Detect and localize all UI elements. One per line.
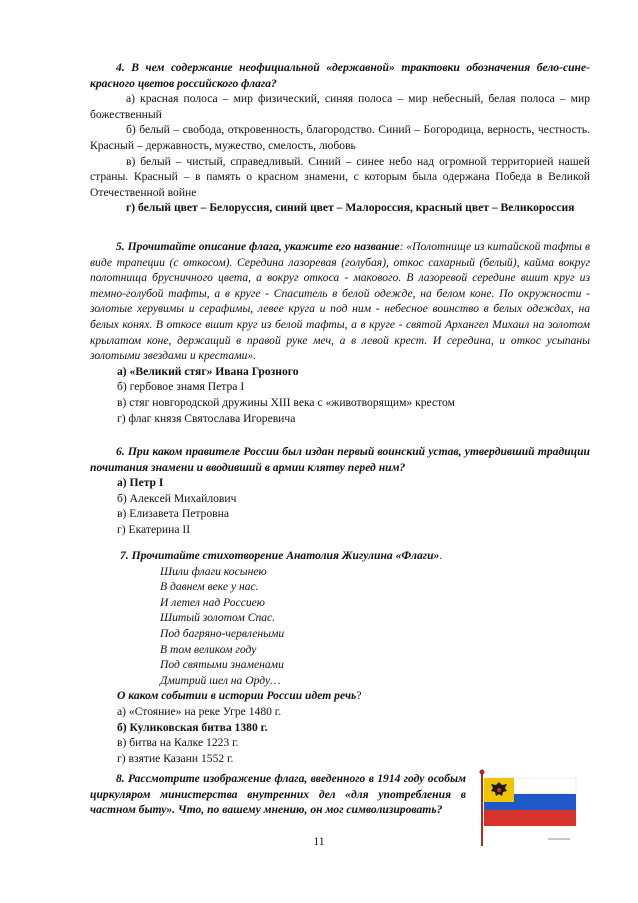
poem-line: В давнем веке у нас. [160,580,259,594]
question-6-option-d: г) Екатерина II [117,522,191,536]
poem-line: Шитый золотом Спас. [160,611,276,625]
question-7 [90,548,590,766]
question-7-prompt-end: . [439,549,443,562]
question-5-description: : «Полотнище из китайской тафты в виде трапеции (с откосом). Середина лазоревая (голубая), откос сахарный (белый), кайма вокруг полотнища брусничного цвета, а вокруг откоса - макового. В лазоревой середине вшит круг из темно-голубой тафты, а в круге - Спаситель в белой одежде, на белом коне. По окружности - золотые херувимы и серафимы, левее круга и под ним - небесное воинство в белых одеждах, на белых конях. В откосе вшит круг из белой тафты, а в круге - святой Архангел Михаил на золотом крылатом коне, держащий в правой руке меч, а в левой крест. И середина, и откос усыпаны золотыми звездами и крестами». [90,240,590,363]
question-5-option-b: б) гербовое знамя Петра I [117,380,245,394]
question-7-option-a: а) «Стояние» на реке Угре 1480 г. [117,704,282,718]
question-5-option-d: г) флаг князя Святослава Игоревича [117,411,296,425]
poem-line: В том великом году [160,642,257,656]
question-5-option-c: в) стяг новгородской дружины XIII века с «животворящим» крестом [117,395,455,409]
question-4-option-a: а) красная полоса – мир физический, синяя полоса – мир небесный, белая полоса – мир божественный [90,92,590,121]
question-7-option-c: в) битва на Калке 1223 г. [117,736,239,750]
flag-pole-finial [480,770,485,775]
question-7-question-end: ? [356,689,362,703]
poem [90,564,590,689]
poem-line: И летел над Россиею [160,595,265,609]
question-6-option-c: в) Елизавета Петровна [117,507,229,521]
question-4-option-b: б) белый – свобода, откровенность, благородство. Синий – Богородица, верность, честность. Красный – державность, мужество, смелость, любовь [90,123,590,152]
question-5-prompt: 5. Прочитайте описание флага, укажите его название [116,240,400,253]
question-8-text: 8. Рассмотрите изображение флага, введенного в 1914 году особым циркуляром министерства внутренних дел «для употребления в частном быту». Что, по вашему мнению, он мог символизировать? [90,772,466,817]
question-4-option-c: в) белый – чистый, справедливый. Синий – синее небо над огромной территорией нашей страны. Красный – в память о красном знамени, с которым была одержана Победа в Великой Отечественной войне [90,154,590,199]
question-7-question-text: О каком событии в истории России идет речь [117,689,357,703]
question-5 [90,239,590,426]
page-number: 11 [313,835,325,848]
poem-line: Под святыми знаменами [160,658,284,672]
question-7-option-d: г) взятие Казани 1552 г. [117,751,234,765]
question-6-option-b: б) Алексей Михайлович [117,491,237,505]
question-6 [90,444,590,538]
poem-line: Дмитрий шел на Орду… [160,673,281,687]
question-8 [90,771,466,818]
question-4 [90,60,590,216]
question-7-text [90,548,590,564]
question-6-text: 6. При каком правителе России был издан первый воинский устав, утвердивший традиции почитания знамени и вводивший в армии клятву перед ним? [90,445,590,474]
question-7-prompt: 7. Прочитайте стихотворение Анатолия Жигулина «Флаги» [120,549,440,562]
poem-line: Под багряно-червлеными [160,626,285,640]
question-4-option-d: г) белый цвет – Белоруссия, синий цвет – Малороссия, красный цвет – Великороссия [126,201,575,215]
question-7-option-b: б) Куликовская битва 1380 г. [117,720,268,734]
question-4-text: 4. В чем содержание неофициальной «державной» трактовки обозначения бело-сине-красного цветов российского флага? [90,61,590,90]
question-5-option-a: а) «Великий стяг» Ивана Грозного [117,364,299,378]
poem-line: Шили флаги косынею [160,564,267,578]
question-7-question [90,688,590,704]
question-6-option-a: а) Петр I [117,476,164,490]
question-5-text [90,239,590,364]
flag-red-stripe [484,810,576,826]
